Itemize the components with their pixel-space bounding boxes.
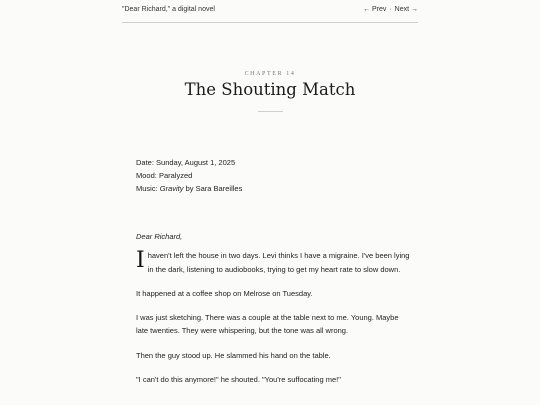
chapter-number: CHAPTER 14 [244, 71, 296, 77]
top-bar [122, 0, 418, 23]
meta-date [136, 156, 416, 169]
meta-music [136, 182, 416, 195]
date-label: Date: [136, 158, 154, 167]
book-title-link[interactable]: "Dear Richard," a digital novel [122, 6, 215, 13]
music-label: Music: [136, 184, 158, 193]
pager-separator: · [389, 6, 392, 13]
title-divider [258, 111, 283, 112]
paragraph-4: Then the guy stood up. He slammed his hand on the table. [136, 350, 331, 360]
mood-value: Paralyzed [158, 171, 193, 180]
paragraph-1-text: haven't left the house in two days. Levi thinks I have a migraine. I've been lying in the dark, listening to audiobooks, trying to get my heart rate to slow down. [147, 251, 410, 274]
drop-cap: I [136, 248, 145, 274]
music-title: Gravity [159, 184, 184, 193]
entry-metadata [136, 156, 416, 195]
meta-mood [136, 169, 416, 182]
salutation: Dear Richard, [136, 232, 183, 241]
chapter-pager [363, 6, 418, 13]
paragraph-3: I was just sketching. There was a couple at the table next to me. Young. Maybe late twenties. They were whispering, but the tone was all wrong. [136, 313, 399, 336]
mood-label: Mood: [136, 171, 157, 180]
paragraph-1 [136, 249, 412, 276]
chapter-title: The Shouting Match [184, 80, 356, 99]
next-link[interactable]: Next → [394, 6, 418, 13]
music-artist: by Sara Bareilles [185, 184, 243, 193]
paragraph-2: It happened at a coffee shop on Melrose on Tuesday. [136, 288, 313, 298]
letter-body [136, 230, 412, 397]
date-value: Sunday, August 1, 2025 [156, 158, 236, 167]
paragraph-5: "I can't do this anymore!" he shouted. "You're suffocating me!" [136, 375, 341, 385]
prev-link[interactable]: ← Prev [363, 6, 387, 13]
